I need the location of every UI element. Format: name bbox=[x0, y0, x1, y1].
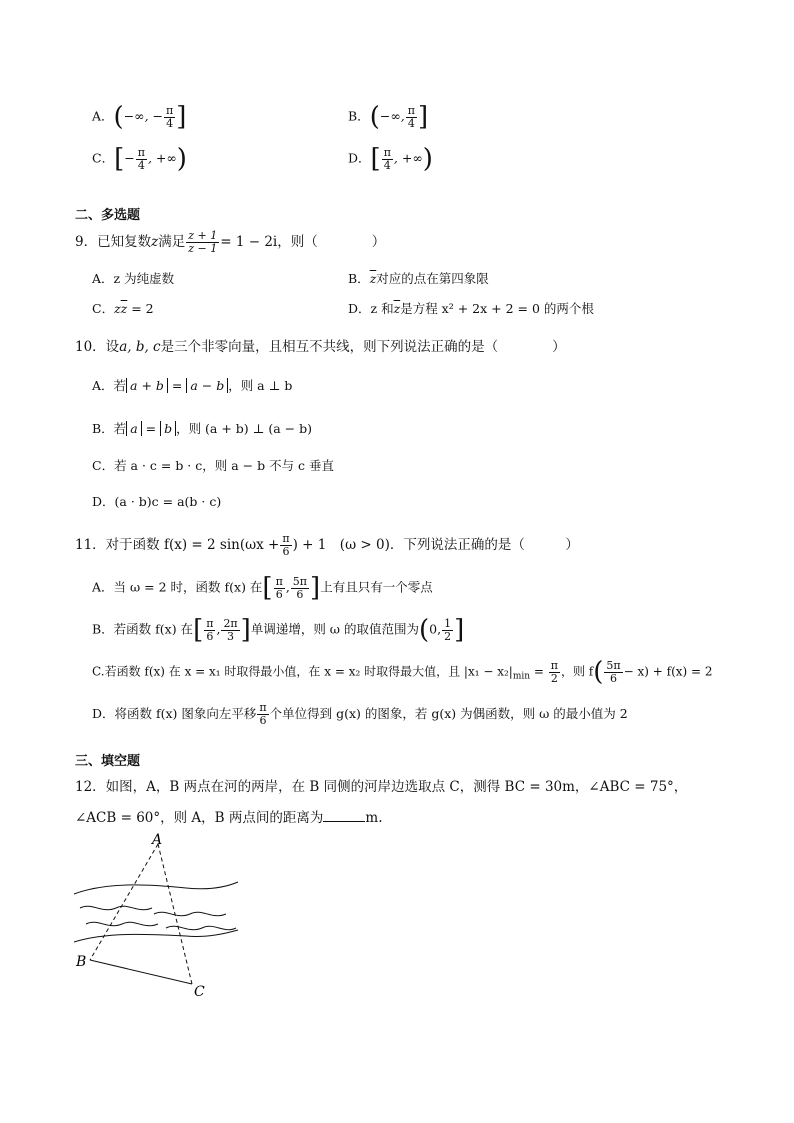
q11-option-a: A．当 ω = 2 时，函数 f(x) 在[ $\frac{\pi}{6}$ , $\frac{5\pi}{6}$ ]上有且只有一个零点 bbox=[92, 573, 433, 603]
river-bank-bottom bbox=[74, 930, 238, 942]
q9-option-c: C．$z\overline{z} = 2$ bbox=[92, 301, 154, 316]
wave-line bbox=[86, 922, 158, 925]
river-bank-top bbox=[74, 882, 238, 894]
q9-option-d: D．z 和$\overline{z}$是方程 x² + 2x + 2 = 0 的两个根 bbox=[348, 301, 594, 316]
point-label-c: C bbox=[194, 984, 205, 1000]
q11-option-d: D．将函数 f(x) 图象向左平移 $\frac{\pi}{6}$ 个单位得到 g(x) 的图象，若 g(x) 为偶函数，则 ω 的最小值为 2 bbox=[92, 701, 628, 727]
q8-option-b: B．(−∞, $\frac{\pi}{4}$ ] bbox=[348, 102, 429, 132]
river-figure bbox=[66, 832, 246, 1002]
point-label-b: B bbox=[76, 954, 87, 970]
answer-blank[interactable] bbox=[323, 809, 365, 822]
q12-line2: ∠ACB = 60°，则 A，B 两点间的距离为 m. bbox=[75, 810, 383, 826]
q9-option-b: B．$\overline{z}$对应的点在第四象限 bbox=[348, 271, 489, 286]
wave-line bbox=[80, 906, 152, 909]
wave-line bbox=[166, 926, 236, 929]
q11-option-b: B．若函数 f(x) 在[ $\frac{\pi}{6}$ , $\frac{2\pi}{3}$ ]单调递增，则 ω 的取值范围为(0, $\frac{1}{2}$ ] bbox=[92, 615, 465, 645]
q10-stem: 10．设a, b, c是三个非零向量，且相互不共线，则下列说法正确的是（ ） bbox=[75, 339, 566, 355]
q11-stem: 11．对于函数 f(x) = 2 sin(ωx + $\frac{\pi}{6}$ ) + 1 (ω > 0)．下列说法正确的是（ ） bbox=[75, 532, 579, 558]
q10-option-d: D．(a · b)c = a(b · c) bbox=[92, 494, 222, 509]
segment-ab bbox=[90, 844, 158, 960]
segment-ac bbox=[158, 844, 192, 984]
q10-option-a: A．若 a + b = a − b ，则 a ⊥ b bbox=[92, 378, 293, 393]
q9-stem: 9．已知复数z满足 $\frac{z + 1}{z - 1}$ = 1 − 2i，则（ ） bbox=[75, 229, 386, 255]
point-label-a: A bbox=[152, 832, 163, 848]
section-heading-fill-in: 三、填空题 bbox=[75, 754, 141, 769]
segment-bc bbox=[90, 960, 192, 984]
q10-option-b: B．若 a = b ，则 (a + b) ⊥ (a − b) bbox=[92, 421, 313, 436]
q11-option-c: C.若函数 f(x) 在 x = x₁ 时取得最小值，在 x = x₂ 时取得最大值，且 $|x_1 - x_2|_{min}$ = $\frac{\pi}{2}$ ，则 f( $\frac{5\pi}{6}$ − x) + f(x) = 2 bbox=[92, 657, 713, 687]
q8-option-c: C．[− $\frac{\pi}{4}$ , +∞) bbox=[92, 144, 187, 174]
q9-option-a: A．z 为纯虚数 bbox=[92, 271, 175, 286]
q8-option-d: D．[ $\frac{\pi}{4}$ , +∞) bbox=[348, 144, 433, 174]
q8-option-a: A．(−∞, − $\frac{\pi}{4}$ ] bbox=[92, 102, 187, 132]
wave-line bbox=[154, 912, 226, 915]
q10-option-c: C．若 a · c = b · c，则 a − b 不与 c 垂直 bbox=[92, 458, 335, 473]
q12-line1: 12．如图，A，B 两点在河的两岸，在 B 同侧的河岸边选取点 C，测得 BC = 30m，∠ABC = 75°， bbox=[75, 779, 688, 795]
section-heading-multiple-choice: 二、多选题 bbox=[75, 208, 141, 223]
